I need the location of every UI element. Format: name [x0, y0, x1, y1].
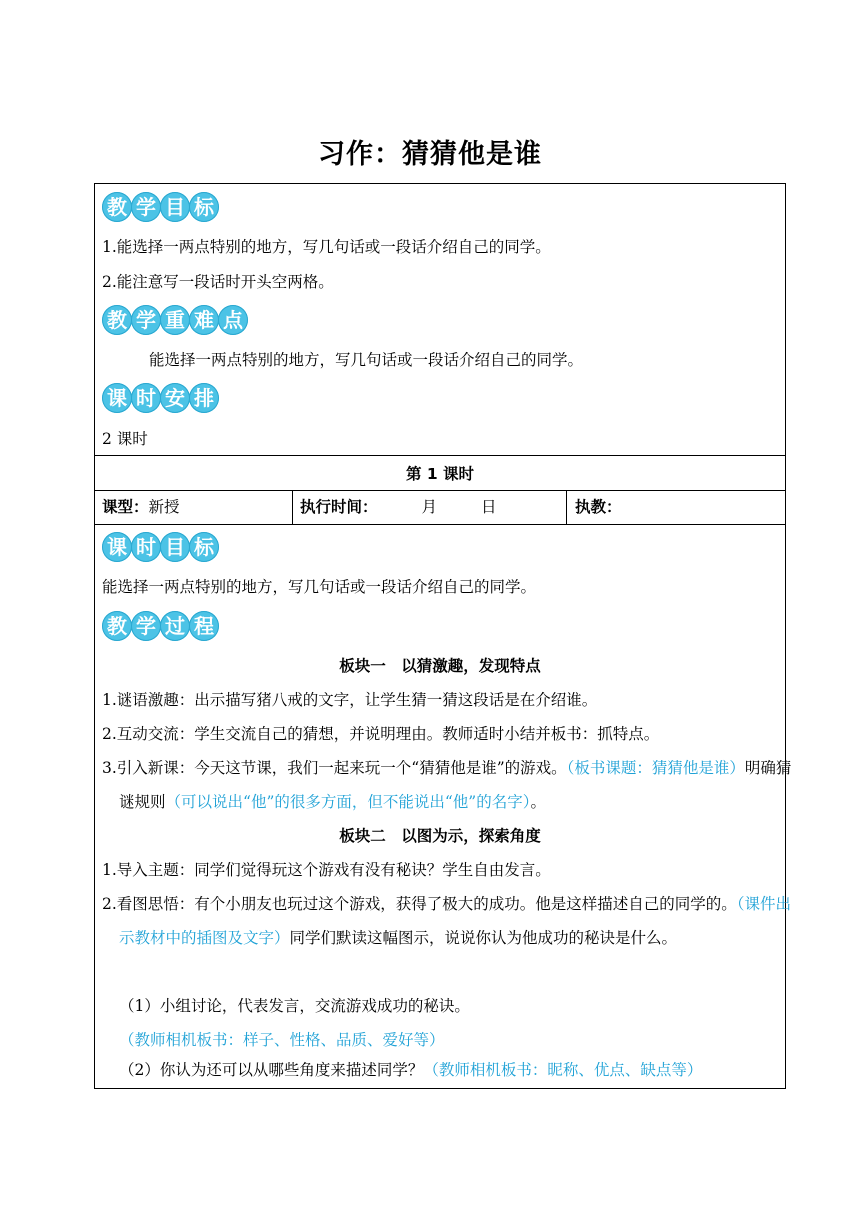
board-note: （教师相机板书：昵称、优点、缺点等）: [423, 1061, 703, 1079]
key-points-text: 能选择一两点特别的地方，写几句话或一段话介绍自己的同学。: [149, 351, 584, 369]
badge-char: 重: [160, 305, 190, 335]
block1-heading: 板块一 以猜激趣，发现特点: [339, 657, 541, 675]
execution-time-label: 执行时间：: [300, 498, 378, 516]
badge-char: 目: [160, 192, 190, 222]
month-label: 月: [421, 498, 438, 516]
lesson-heading: 第 1 课时: [405, 465, 475, 483]
badge-char: 课: [102, 532, 132, 562]
divider: [95, 524, 785, 525]
page-title: 习作：猜猜他是谁: [318, 139, 542, 170]
block2-sub-1-text: （1）小组讨论，代表发言，交流游戏成功的秘诀。: [119, 997, 470, 1015]
teaching-goals-badge: [102, 192, 218, 222]
block1-item-2: 2.互动交流：学生交流自己的猜想，并说明理由。教师适时小结并板书：抓特点。: [102, 725, 660, 743]
badge-char: 点: [218, 305, 248, 335]
badge-char: 标: [189, 192, 219, 222]
badge-char: 教: [102, 611, 132, 641]
block1-item-3-text: 3.引入新课：今天这节课，我们一起来玩一个“猜猜他是谁”的游戏。: [102, 759, 567, 777]
board-note: （可以说出“他”的很多方面，但不能说出“他”的名字）: [165, 793, 531, 811]
badge-char: 教: [102, 305, 132, 335]
teaching-process-badge: [102, 611, 218, 641]
schedule-badge: [102, 383, 218, 413]
schedule-text: 2 课时: [102, 430, 148, 448]
badge-char: 教: [102, 192, 132, 222]
badge-char: 排: [189, 383, 219, 413]
block2-sub-2-text: （2）你认为还可以从哪些角度来描述同学？: [119, 1061, 424, 1079]
badge-char: 学: [131, 611, 161, 641]
block2-item-1: 1.导入主题：同学们觉得玩这个游戏有没有秘诀？学生自由发言。: [102, 861, 551, 879]
block1-item-3-text: 。: [530, 793, 546, 811]
lesson-goal-text: 能选择一两点特别的地方，写几句话或一段话介绍自己的同学。: [102, 578, 537, 596]
courseware-note: （课件出示教材中的插图及文字）: [119, 895, 792, 947]
block2-sub-2: [119, 1053, 783, 1087]
block2-item-2: [102, 887, 799, 955]
goal-item-2: 2.能注意写一段话时开头空两格。: [102, 273, 334, 291]
goal-item-1: 1.能选择一两点特别的地方，写几句话或一段话介绍自己的同学。: [102, 238, 551, 256]
key-points-badge: [102, 305, 247, 335]
board-note: （板书课题：猜猜他是谁）: [566, 759, 745, 777]
execution-time: [300, 490, 497, 524]
block2-heading: 板块二 以图为示，探索角度: [339, 827, 541, 845]
badge-char: 学: [131, 192, 161, 222]
lesson-plan-table: [94, 183, 792, 1089]
badge-char: 时: [131, 383, 161, 413]
badge-char: 程: [189, 611, 219, 641]
block1-item-3-text: 明确猜谜规则: [119, 759, 792, 811]
block2-item-2-text: 2.看图思悟：有个小朋友也玩过这个游戏，获得了极大的成功。他是这样描述自己的同学的。: [102, 895, 737, 913]
divider: [566, 490, 567, 524]
teacher: [575, 490, 622, 524]
badge-char: 标: [189, 532, 219, 562]
badge-char: 课: [102, 383, 132, 413]
board-note: （教师相机板书：样子、性格、品质、爱好等）: [119, 1031, 445, 1049]
lesson-goals-badge: [102, 532, 218, 562]
divider: [95, 455, 785, 456]
teacher-label: 执教：: [575, 498, 622, 516]
block1-item-3: [102, 751, 799, 819]
divider: [292, 490, 293, 524]
badge-char: 安: [160, 383, 190, 413]
lesson-type-label: 课型：: [102, 498, 149, 516]
badge-char: 目: [160, 532, 190, 562]
block2-item-2-text: 同学们默读这幅图示，说说你认为他成功的秘诀是什么。: [289, 929, 678, 947]
badge-char: 难: [189, 305, 219, 335]
badge-char: 时: [131, 532, 161, 562]
block2-sub-1: [119, 989, 783, 1057]
lesson-type: [102, 490, 180, 524]
day-label: 日: [481, 498, 497, 516]
block1-item-1: 1.谜语激趣：出示描写猪八戒的文字，让学生猜一猜这段话是在介绍谁。: [102, 691, 598, 709]
badge-char: 过: [160, 611, 190, 641]
lesson-type-value: 新授: [148, 498, 180, 516]
badge-char: 学: [131, 305, 161, 335]
